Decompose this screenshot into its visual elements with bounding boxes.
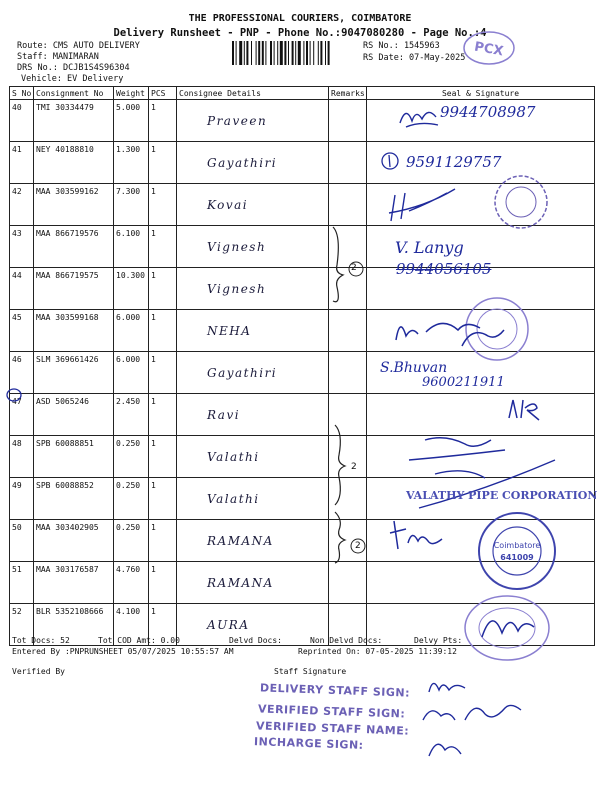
row-consignee: NEHA xyxy=(177,310,329,352)
handwritten-phone-44: 9944056105 xyxy=(396,260,492,278)
row-weight: 0.250 xyxy=(114,436,149,478)
col-consignment-no: Consignment No xyxy=(34,87,114,100)
row-sno: 51 xyxy=(10,562,34,604)
row-consignment-no: SLM 369661426 xyxy=(34,352,114,394)
barcode-bar xyxy=(270,41,272,65)
row-sno: 40 xyxy=(10,100,34,142)
staff-signatures xyxy=(415,670,535,770)
barcode-bar xyxy=(298,41,301,65)
drs-number: DRS No.: DCJB1S4S96304 xyxy=(17,63,130,73)
row-pcs: 1 xyxy=(149,310,177,352)
row-remarks xyxy=(329,142,367,184)
table-header-row xyxy=(10,87,595,100)
staff-signature-label: Staff Signature xyxy=(274,667,347,676)
barcode-bar xyxy=(236,41,237,65)
row-consignment-no: BLR 5352108666 xyxy=(34,604,114,646)
rs-date: RS Date: 07-May-2025 xyxy=(363,53,466,63)
remarks-brackets xyxy=(325,225,385,565)
col-pcs: PCS xyxy=(149,87,177,100)
row-consignment-no: SPB 60088852 xyxy=(34,478,114,520)
delivery-points: Delvy Pts: xyxy=(414,636,463,645)
signature-47 xyxy=(505,396,545,422)
row-sno: 50 xyxy=(10,520,34,562)
row-consignment-no: TMI 30334479 xyxy=(34,100,114,142)
barcode-bar xyxy=(274,41,275,65)
row-pcs: 1 xyxy=(149,520,177,562)
row-pcs: 1 xyxy=(149,394,177,436)
row-pcs: 1 xyxy=(149,352,177,394)
row-consignee: Valathi xyxy=(177,478,329,520)
row-consignee: Praveen xyxy=(177,100,329,142)
non-delivered-docs: Non Delvd Docs: xyxy=(310,636,383,645)
barcode-bar xyxy=(295,41,296,65)
row-pcs: 1 xyxy=(149,604,177,646)
row-consignee: RAMANA xyxy=(177,520,329,562)
row-consignment-no: MAA 303599168 xyxy=(34,310,114,352)
row-pcs: 1 xyxy=(149,562,177,604)
verified-by: Verified By xyxy=(12,667,65,676)
handwritten-phone-40: 9944708987 xyxy=(440,103,536,121)
remarks-48-49: 2 xyxy=(351,462,357,472)
row-consignment-no: MAA 303599162 xyxy=(34,184,114,226)
row-sno: 45 xyxy=(10,310,34,352)
engineering-seal xyxy=(462,593,552,663)
row-pcs: 1 xyxy=(149,184,177,226)
handwritten-name-46: S.Bhuvan xyxy=(380,360,448,376)
row-weight: 6.000 xyxy=(114,352,149,394)
barcode-bar xyxy=(325,41,326,65)
incharge-sign-stamp: INCHARGE SIGN: xyxy=(253,735,364,752)
pcx-stamp-text: PCX xyxy=(473,39,505,60)
vehicle: Vehicle: EV Delivery xyxy=(21,74,124,84)
barcode-bar xyxy=(232,41,234,65)
barcode-bar xyxy=(310,41,311,65)
row-pcs: 1 xyxy=(149,226,177,268)
row-sno: 48 xyxy=(10,436,34,478)
row-consignee: Ravi xyxy=(177,394,329,436)
entered-by: Entered By :PNPRUNSHEET 05/07/2025 10:55:57 AM xyxy=(12,647,234,656)
table-row xyxy=(10,226,595,268)
verified-staff-sign-stamp: VERIFIED STAFF SIGN: xyxy=(257,702,406,721)
company-title: THE PROFESSIONAL COURIERS, COIMBATORE xyxy=(188,13,412,24)
row-consignee: Vignesh xyxy=(177,268,329,310)
signature-48-49 xyxy=(405,430,580,520)
barcode-bar xyxy=(318,41,319,65)
row-sno: 49 xyxy=(10,478,34,520)
row-remarks xyxy=(329,100,367,142)
row-remarks xyxy=(329,562,367,604)
row-consignment-no: MAA 303176587 xyxy=(34,562,114,604)
handwritten-phone-41: 9591129757 xyxy=(406,153,502,171)
barcode-bar xyxy=(288,41,289,65)
row-weight: 2.450 xyxy=(114,394,149,436)
row-pcs: 1 xyxy=(149,478,177,520)
row-sno: 41 xyxy=(10,142,34,184)
pcx-stamp xyxy=(462,30,516,66)
rs-number: RS No.: 1545963 xyxy=(363,41,440,51)
row-consignment-no: NEY 40188810 xyxy=(34,142,114,184)
remarks-50-51: 2 xyxy=(355,541,361,551)
col-seal-signature: Seal & Signature xyxy=(367,87,595,100)
row-consignment-no: MAA 866719576 xyxy=(34,226,114,268)
row47-circle-mark xyxy=(5,387,23,403)
route: Route: CMS AUTO DELIVERY xyxy=(17,41,140,51)
row-weight: 10.300 xyxy=(114,268,149,310)
row-weight: 1.300 xyxy=(114,142,149,184)
remarks-43-44: 2 xyxy=(351,263,357,273)
handwritten-name-43: V. Lanyg xyxy=(395,238,464,257)
row-consignment-no: MAA 866719575 xyxy=(34,268,114,310)
row-consignment-no: ASD 5065246 xyxy=(34,394,114,436)
row-consignment-no: SPB 60088851 xyxy=(34,436,114,478)
barcode-bar xyxy=(303,41,304,65)
barcode-bar xyxy=(246,41,248,65)
row-weight: 6.100 xyxy=(114,226,149,268)
barcode-bar xyxy=(256,41,257,65)
barcode-bar xyxy=(277,41,278,65)
col-remarks: Remarks xyxy=(329,87,367,100)
row-pcs: 1 xyxy=(149,142,177,184)
barcode-bar xyxy=(239,41,242,65)
row-weight: 7.300 xyxy=(114,184,149,226)
kovai-seal xyxy=(492,173,550,231)
barcode-bar xyxy=(306,41,308,65)
barcode-bar xyxy=(284,41,286,65)
row-sno: 46 xyxy=(10,352,34,394)
barcode-bar xyxy=(313,41,314,65)
total-cod-amount: Tot COD Amt: 0.00 xyxy=(98,636,180,645)
valathy-pipe-stamp: VALATHY PIPE CORPORATION xyxy=(406,489,598,502)
row-consignee: Valathi xyxy=(177,436,329,478)
row-weight: 0.250 xyxy=(114,478,149,520)
row-sno: 42 xyxy=(10,184,34,226)
ramana-medical-seal xyxy=(476,510,558,592)
row-sno: 43 xyxy=(10,226,34,268)
barcode-bar xyxy=(262,41,264,65)
verified-staff-name-stamp: VERIFIED STAFF NAME: xyxy=(255,719,410,738)
signature-40 xyxy=(396,103,442,133)
barcode-bar xyxy=(244,41,245,65)
total-docs: Tot Docs: 52 xyxy=(12,636,70,645)
runsheet-subtitle: Delivery Runsheet - PNP - Phone No.:9047080280 - Page No.:4 xyxy=(113,27,487,39)
staff: Staff: MANIMARAN xyxy=(17,52,99,62)
barcode-bar xyxy=(328,41,330,65)
signature-45 xyxy=(392,306,512,356)
signature-50 xyxy=(388,515,448,555)
row-consignee: Kovai xyxy=(177,184,329,226)
barcode-bar xyxy=(251,41,252,65)
row-weight: 0.250 xyxy=(114,520,149,562)
barcode xyxy=(232,41,356,65)
signature-42 xyxy=(385,183,465,228)
barcode-bar xyxy=(258,41,260,65)
row-sno: 44 xyxy=(10,268,34,310)
col-sno: S No xyxy=(10,87,34,100)
col-weight: Weight xyxy=(114,87,149,100)
row-weight: 5.000 xyxy=(114,100,149,142)
col-consignee: Consignee Details xyxy=(177,87,329,100)
signature-41-mark xyxy=(378,150,402,172)
row-weight: 4.100 xyxy=(114,604,149,646)
barcode-bar xyxy=(320,41,322,65)
row-consignee: Gayathiri xyxy=(177,142,329,184)
handwritten-phone-46: 9600211911 xyxy=(422,375,505,390)
barcode-bar xyxy=(265,41,266,65)
row-remarks xyxy=(329,184,367,226)
row-sno: 47 xyxy=(10,394,34,436)
row-consignee: AURA xyxy=(177,604,329,646)
reprinted-on: Reprinted On: 07-05-2025 11:39:12 xyxy=(298,647,457,656)
row-weight: 6.000 xyxy=(114,310,149,352)
delivered-docs: Delvd Docs: xyxy=(229,636,282,645)
row-pcs: 1 xyxy=(149,268,177,310)
row-sno: 52 xyxy=(10,604,34,646)
delivery-staff-sign-stamp: DELIVERY STAFF SIGN: xyxy=(259,681,411,700)
row-consignee: RAMANA xyxy=(177,562,329,604)
row-consignee: Gayathiri xyxy=(177,352,329,394)
row-consignment-no: MAA 303402905 xyxy=(34,520,114,562)
barcode-bar xyxy=(292,41,294,65)
row-pcs: 1 xyxy=(149,436,177,478)
row-consignee: Vignesh xyxy=(177,226,329,268)
row-pcs: 1 xyxy=(149,100,177,142)
barcode-bar xyxy=(280,41,283,65)
ramana-seal-city: Coimbatore xyxy=(493,541,541,550)
ramana-seal-pin: 641009 xyxy=(500,553,534,562)
row-weight: 4.760 xyxy=(114,562,149,604)
